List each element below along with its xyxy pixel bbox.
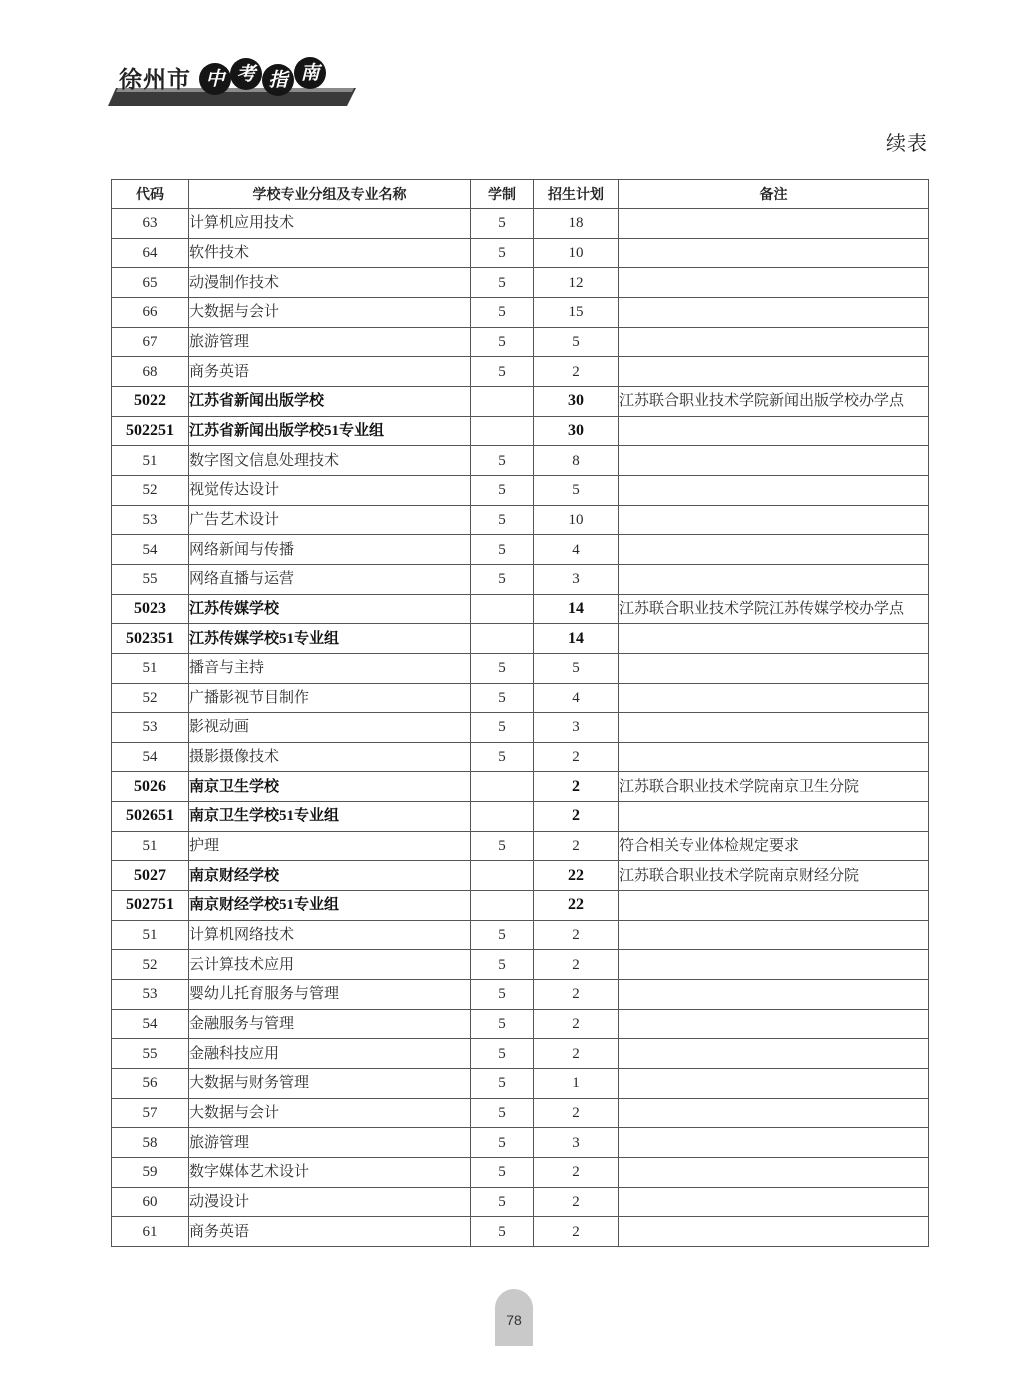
table-row	[112, 831, 929, 861]
name-cell: 播音与主持	[189, 653, 471, 683]
code-cell: 5026	[112, 772, 189, 802]
code-cell: 67	[112, 327, 189, 357]
years-cell: 5	[471, 209, 534, 239]
plan-cell: 3	[534, 1128, 619, 1158]
table-row	[112, 742, 929, 772]
note-cell	[619, 327, 929, 357]
table-row	[112, 416, 929, 446]
name-cell: 广播影视节目制作	[189, 683, 471, 713]
years-cell: 5	[471, 1217, 534, 1247]
name-cell: 护理	[189, 831, 471, 861]
name-cell: 金融科技应用	[189, 1039, 471, 1069]
code-cell: 57	[112, 1098, 189, 1128]
name-cell: 江苏传媒学校	[189, 594, 471, 624]
years-cell: 5	[471, 446, 534, 476]
note-cell	[619, 475, 929, 505]
table-row	[112, 238, 929, 268]
code-cell: 55	[112, 564, 189, 594]
plan-cell: 30	[534, 386, 619, 416]
table-header-row	[112, 180, 929, 209]
plan-cell: 2	[534, 831, 619, 861]
name-cell: 南京卫生学校51专业组	[189, 802, 471, 832]
years-cell: 5	[471, 713, 534, 743]
years-cell: 5	[471, 1098, 534, 1128]
note-cell	[619, 564, 929, 594]
name-cell: 江苏传媒学校51专业组	[189, 624, 471, 654]
name-cell: 婴幼儿托育服务与管理	[189, 980, 471, 1010]
plan-cell: 2	[534, 742, 619, 772]
code-cell: 61	[112, 1217, 189, 1247]
header-title-char: 考	[230, 58, 262, 90]
table-row	[112, 1187, 929, 1217]
note-cell	[619, 980, 929, 1010]
years-cell: 5	[471, 1069, 534, 1099]
note-cell	[619, 683, 929, 713]
years-cell: 5	[471, 683, 534, 713]
table-row	[112, 297, 929, 327]
years-cell: 5	[471, 1158, 534, 1188]
plan-cell: 2	[534, 802, 619, 832]
name-cell: 大数据与财务管理	[189, 1069, 471, 1099]
note-cell	[619, 416, 929, 446]
years-cell	[471, 416, 534, 446]
years-cell: 5	[471, 475, 534, 505]
plan-cell: 8	[534, 446, 619, 476]
years-cell: 5	[471, 950, 534, 980]
table-row	[112, 624, 929, 654]
plan-cell: 12	[534, 268, 619, 298]
years-cell: 5	[471, 327, 534, 357]
code-cell: 5022	[112, 386, 189, 416]
table-row	[112, 327, 929, 357]
note-cell	[619, 1128, 929, 1158]
name-cell: 商务英语	[189, 1217, 471, 1247]
table-row	[112, 653, 929, 683]
plan-cell: 2	[534, 920, 619, 950]
plan-cell: 5	[534, 475, 619, 505]
plan-cell: 1	[534, 1069, 619, 1099]
plan-cell: 10	[534, 505, 619, 535]
name-cell: 广告艺术设计	[189, 505, 471, 535]
note-cell	[619, 268, 929, 298]
plan-cell: 10	[534, 238, 619, 268]
header-title-char: 南	[294, 57, 326, 89]
code-cell: 63	[112, 209, 189, 239]
table-row	[112, 980, 929, 1010]
note-cell	[619, 950, 929, 980]
name-cell: 网络直播与运营	[189, 564, 471, 594]
table-row	[112, 891, 929, 921]
code-cell: 56	[112, 1069, 189, 1099]
years-cell: 5	[471, 1039, 534, 1069]
name-cell: 南京财经学校51专业组	[189, 891, 471, 921]
enrollment-plan-table	[111, 179, 929, 1247]
note-cell	[619, 802, 929, 832]
plan-cell: 18	[534, 209, 619, 239]
column-header-name: 学校专业分组及专业名称	[189, 180, 471, 209]
name-cell: 旅游管理	[189, 1128, 471, 1158]
code-cell: 66	[112, 297, 189, 327]
name-cell: 云计算技术应用	[189, 950, 471, 980]
column-header-plan: 招生计划	[534, 180, 619, 209]
table-row	[112, 713, 929, 743]
plan-cell: 2	[534, 357, 619, 387]
plan-cell: 5	[534, 327, 619, 357]
years-cell: 5	[471, 980, 534, 1010]
name-cell: 影视动画	[189, 713, 471, 743]
code-cell: 59	[112, 1158, 189, 1188]
table-row	[112, 1098, 929, 1128]
years-cell	[471, 802, 534, 832]
header-city: 徐州市	[119, 67, 191, 92]
note-cell	[619, 1187, 929, 1217]
code-cell: 51	[112, 831, 189, 861]
code-cell: 53	[112, 980, 189, 1010]
plan-cell: 2	[534, 1009, 619, 1039]
code-cell: 5027	[112, 861, 189, 891]
plan-cell: 2	[534, 1039, 619, 1069]
table-body	[112, 209, 929, 1247]
plan-cell: 2	[534, 980, 619, 1010]
code-cell: 53	[112, 713, 189, 743]
page-number: 78	[506, 1312, 522, 1328]
note-cell	[619, 535, 929, 565]
code-cell: 54	[112, 742, 189, 772]
name-cell: 动漫制作技术	[189, 268, 471, 298]
note-cell: 江苏联合职业技术学院江苏传媒学校办学点	[619, 594, 929, 624]
name-cell: 江苏省新闻出版学校51专业组	[189, 416, 471, 446]
table-row	[112, 357, 929, 387]
table-row	[112, 564, 929, 594]
note-cell: 江苏联合职业技术学院新闻出版学校办学点	[619, 386, 929, 416]
code-cell: 51	[112, 920, 189, 950]
note-cell	[619, 297, 929, 327]
plan-cell: 2	[534, 950, 619, 980]
name-cell: 南京卫生学校	[189, 772, 471, 802]
table-row	[112, 1069, 929, 1099]
years-cell: 5	[471, 564, 534, 594]
years-cell: 5	[471, 653, 534, 683]
name-cell: 数字图文信息处理技术	[189, 446, 471, 476]
table-row	[112, 594, 929, 624]
years-cell: 5	[471, 535, 534, 565]
plan-cell: 15	[534, 297, 619, 327]
note-cell	[619, 653, 929, 683]
years-cell: 5	[471, 357, 534, 387]
years-cell	[471, 624, 534, 654]
code-cell: 53	[112, 505, 189, 535]
note-cell	[619, 357, 929, 387]
page-number-tab	[495, 1289, 533, 1346]
plan-cell: 14	[534, 624, 619, 654]
code-cell: 68	[112, 357, 189, 387]
note-cell	[619, 1098, 929, 1128]
name-cell: 计算机应用技术	[189, 209, 471, 239]
name-cell: 大数据与会计	[189, 297, 471, 327]
column-header-note: 备注	[619, 180, 929, 209]
code-cell: 55	[112, 1039, 189, 1069]
years-cell	[471, 891, 534, 921]
code-cell: 51	[112, 653, 189, 683]
code-cell: 52	[112, 475, 189, 505]
column-header-years: 学制	[471, 180, 534, 209]
name-cell: 计算机网络技术	[189, 920, 471, 950]
name-cell: 旅游管理	[189, 327, 471, 357]
name-cell: 动漫设计	[189, 1187, 471, 1217]
table-row	[112, 505, 929, 535]
table-row	[112, 268, 929, 298]
note-cell	[619, 624, 929, 654]
table-row	[112, 1009, 929, 1039]
note-cell	[619, 446, 929, 476]
code-cell: 60	[112, 1187, 189, 1217]
years-cell: 5	[471, 238, 534, 268]
table-row	[112, 475, 929, 505]
code-cell: 502351	[112, 624, 189, 654]
table-row	[112, 950, 929, 980]
table-row	[112, 1039, 929, 1069]
code-cell: 52	[112, 683, 189, 713]
table-row	[112, 1217, 929, 1247]
plan-cell: 22	[534, 861, 619, 891]
years-cell	[471, 594, 534, 624]
code-cell: 65	[112, 268, 189, 298]
code-cell: 502651	[112, 802, 189, 832]
table-row	[112, 920, 929, 950]
name-cell: 视觉传达设计	[189, 475, 471, 505]
table-row	[112, 446, 929, 476]
header-title-char: 指	[262, 64, 294, 96]
note-cell	[619, 1009, 929, 1039]
plan-cell: 2	[534, 1158, 619, 1188]
note-cell	[619, 1217, 929, 1247]
plan-cell: 3	[534, 564, 619, 594]
note-cell	[619, 209, 929, 239]
table-row	[112, 1158, 929, 1188]
code-cell: 58	[112, 1128, 189, 1158]
code-cell: 64	[112, 238, 189, 268]
code-cell: 54	[112, 1009, 189, 1039]
plan-cell: 22	[534, 891, 619, 921]
note-cell	[619, 920, 929, 950]
code-cell: 502751	[112, 891, 189, 921]
years-cell: 5	[471, 297, 534, 327]
code-cell: 502251	[112, 416, 189, 446]
name-cell: 大数据与会计	[189, 1098, 471, 1128]
name-cell: 网络新闻与传播	[189, 535, 471, 565]
note-cell	[619, 891, 929, 921]
continued-label: 续表	[886, 133, 928, 155]
table-row	[112, 861, 929, 891]
name-cell: 摄影摄像技术	[189, 742, 471, 772]
years-cell: 5	[471, 920, 534, 950]
note-cell: 江苏联合职业技术学院南京财经分院	[619, 861, 929, 891]
plan-cell: 30	[534, 416, 619, 446]
years-cell: 5	[471, 831, 534, 861]
plan-cell: 5	[534, 653, 619, 683]
years-cell: 5	[471, 742, 534, 772]
name-cell: 南京财经学校	[189, 861, 471, 891]
plan-cell: 2	[534, 1217, 619, 1247]
plan-cell: 2	[534, 772, 619, 802]
table-row	[112, 386, 929, 416]
table-row	[112, 772, 929, 802]
name-cell: 江苏省新闻出版学校	[189, 386, 471, 416]
years-cell	[471, 861, 534, 891]
table-row	[112, 209, 929, 239]
plan-cell: 4	[534, 535, 619, 565]
plan-cell: 3	[534, 713, 619, 743]
plan-cell: 2	[534, 1098, 619, 1128]
note-cell	[619, 1158, 929, 1188]
years-cell: 5	[471, 1128, 534, 1158]
years-cell: 5	[471, 505, 534, 535]
code-cell: 5023	[112, 594, 189, 624]
plan-cell: 4	[534, 683, 619, 713]
years-cell: 5	[471, 1187, 534, 1217]
note-cell	[619, 238, 929, 268]
note-cell	[619, 713, 929, 743]
table-row	[112, 683, 929, 713]
years-cell	[471, 772, 534, 802]
code-cell: 52	[112, 950, 189, 980]
table-row	[112, 802, 929, 832]
note-cell: 江苏联合职业技术学院南京卫生分院	[619, 772, 929, 802]
table-row	[112, 535, 929, 565]
code-cell: 54	[112, 535, 189, 565]
column-header-code: 代码	[112, 180, 189, 209]
plan-cell: 14	[534, 594, 619, 624]
name-cell: 金融服务与管理	[189, 1009, 471, 1039]
table-row	[112, 1128, 929, 1158]
note-cell	[619, 742, 929, 772]
years-cell: 5	[471, 268, 534, 298]
note-cell	[619, 1039, 929, 1069]
note-cell	[619, 505, 929, 535]
years-cell: 5	[471, 1009, 534, 1039]
plan-cell: 2	[534, 1187, 619, 1217]
note-cell	[619, 1069, 929, 1099]
name-cell: 商务英语	[189, 357, 471, 387]
name-cell: 软件技术	[189, 238, 471, 268]
header-title-char: 中	[199, 63, 231, 95]
code-cell: 51	[112, 446, 189, 476]
years-cell	[471, 386, 534, 416]
note-cell: 符合相关专业体检规定要求	[619, 831, 929, 861]
name-cell: 数字媒体艺术设计	[189, 1158, 471, 1188]
